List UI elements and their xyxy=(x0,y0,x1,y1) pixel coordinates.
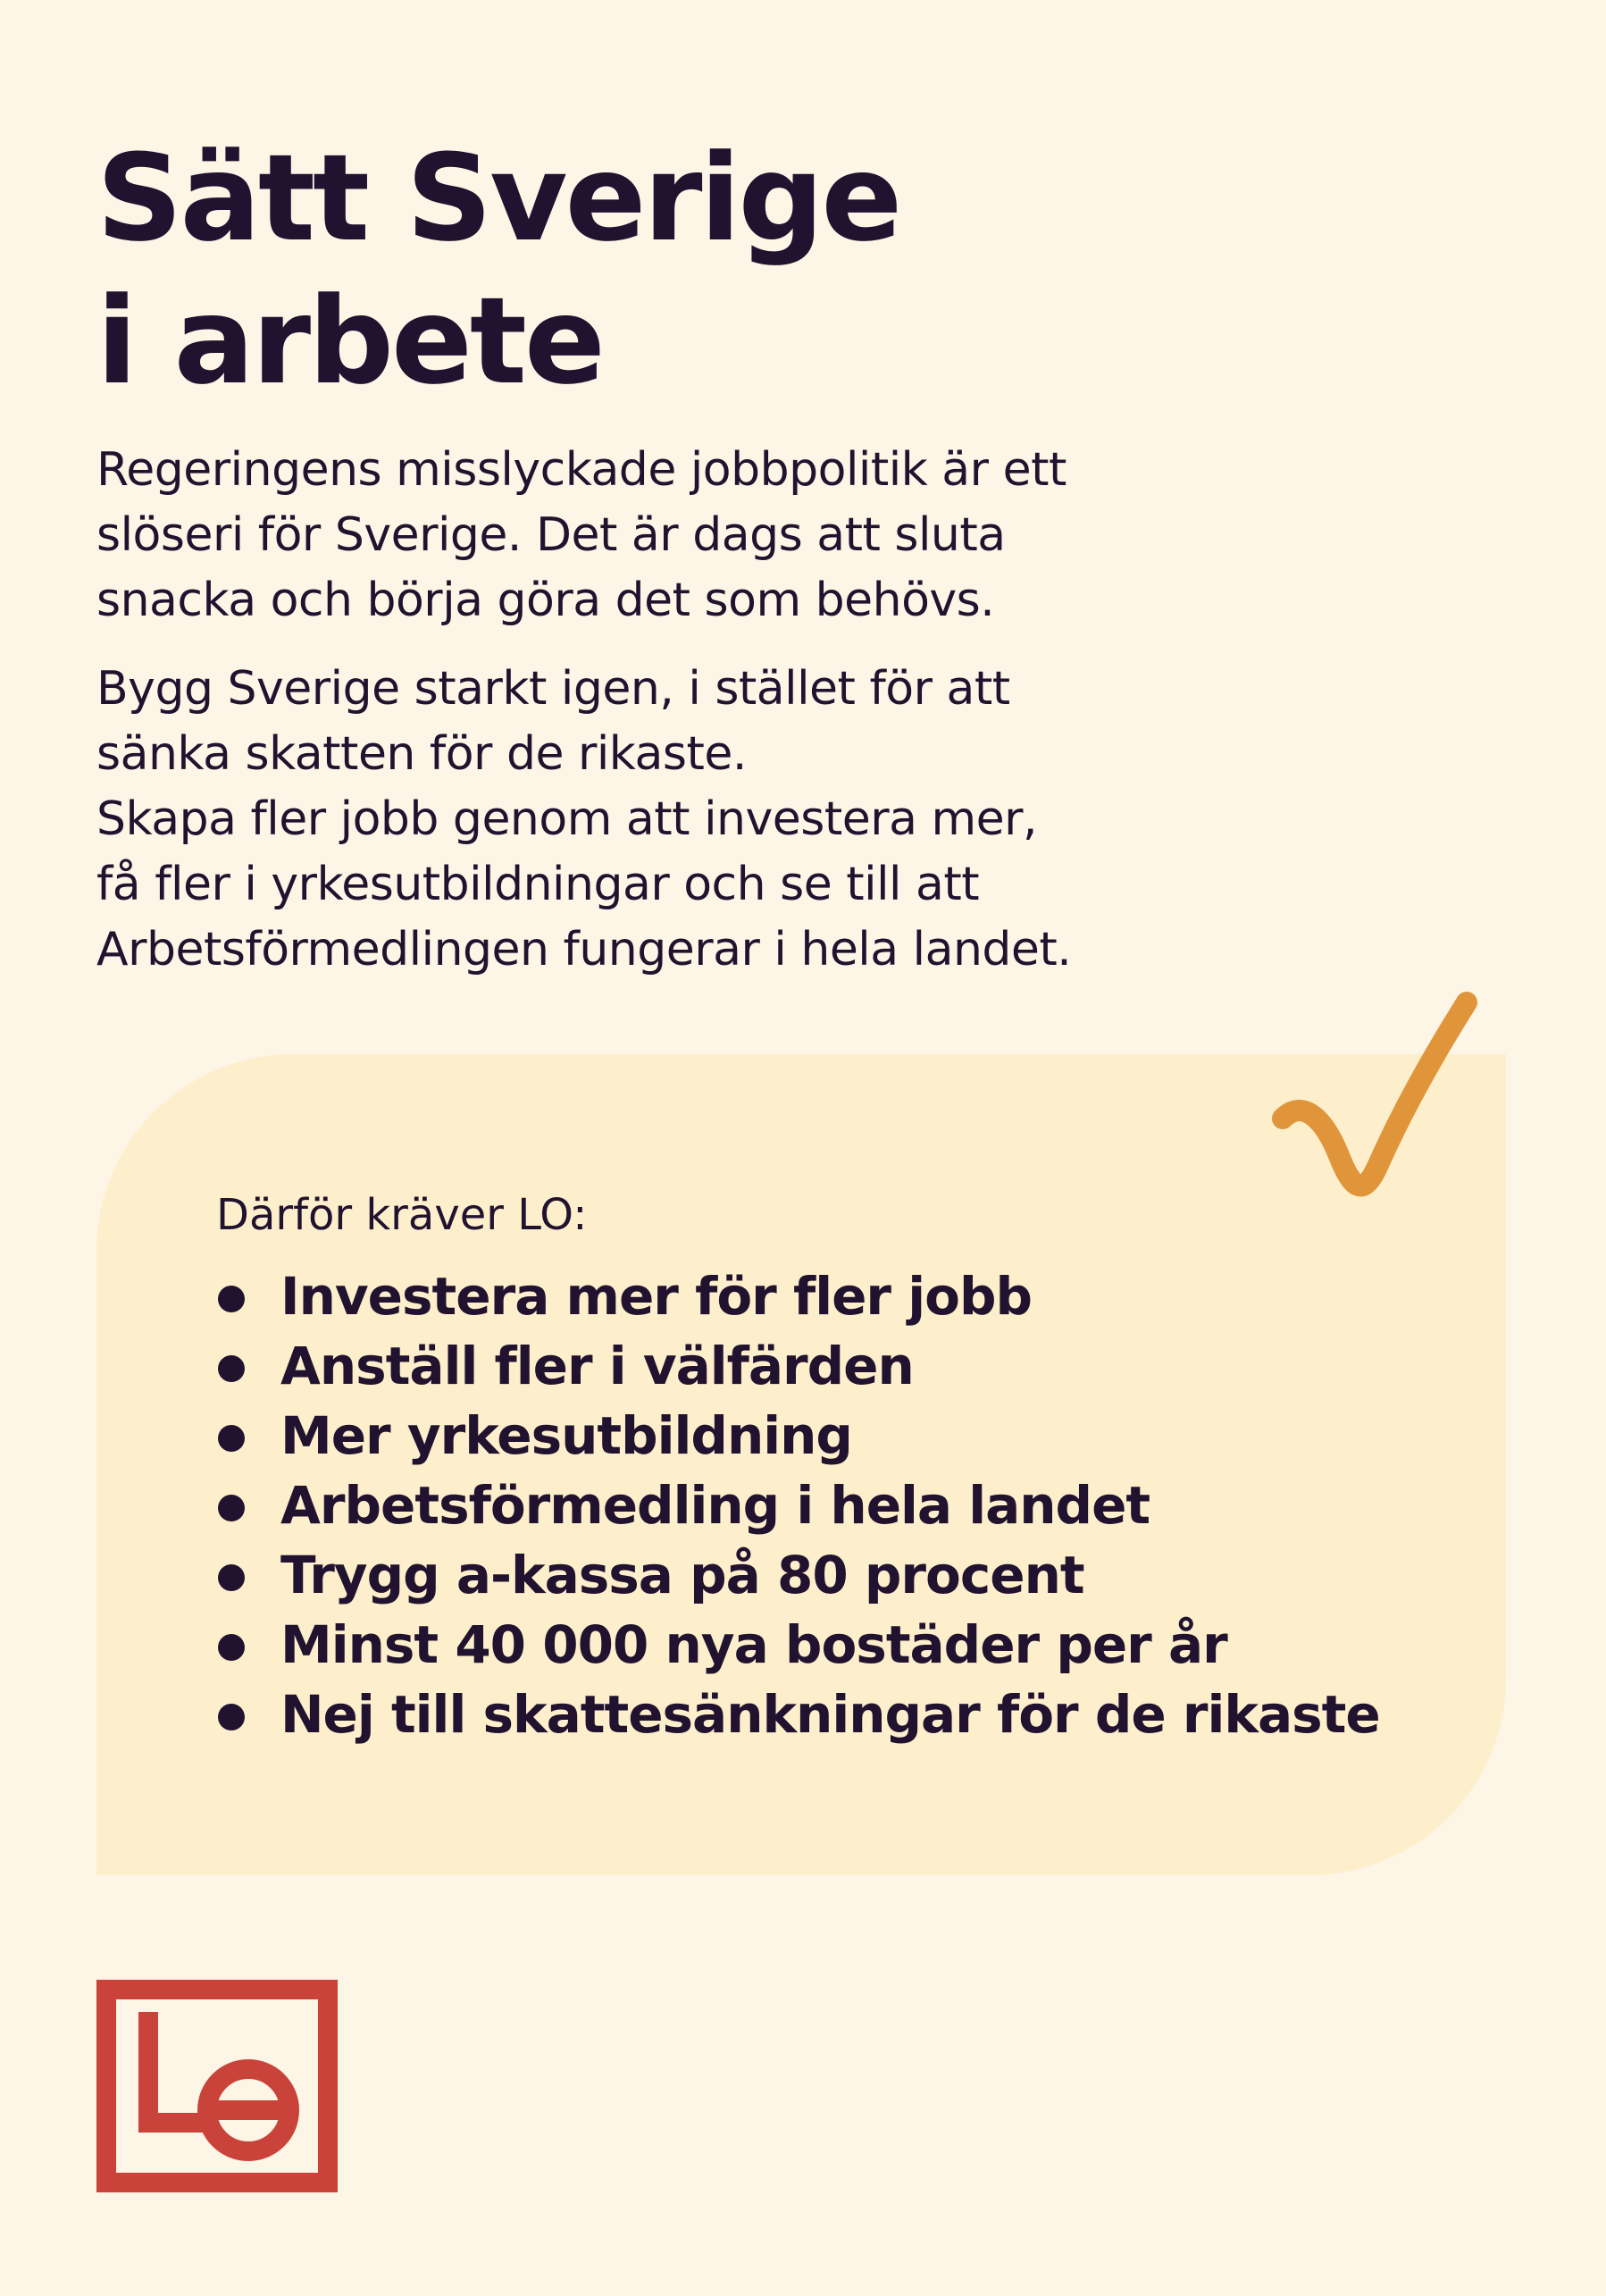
title-line-2: i arbete xyxy=(96,272,603,411)
bullet-icon xyxy=(218,1286,245,1312)
intro-line: Arbetsförmedlingen fungerar i hela landet. xyxy=(96,923,1072,976)
list-item xyxy=(216,1331,1380,1401)
intro-line: Regeringens misslyckade jobbpolitik är ett xyxy=(96,443,1066,497)
list-item xyxy=(216,1401,1380,1471)
list-item-text: Nej till skattesänkningar för de rikaste xyxy=(280,1684,1380,1745)
intro-line: få fler i yrkesutbildningar och se till att xyxy=(96,858,980,911)
intro-line: Skapa fler jobb genom att investera mer, xyxy=(96,792,1038,846)
list-item-text: Anställ fler i välfärden xyxy=(280,1336,914,1396)
bullet-icon xyxy=(218,1425,245,1452)
intro-line: sänka skatten för de rikaste. xyxy=(96,727,747,781)
list-item xyxy=(216,1610,1380,1680)
list-item xyxy=(216,1261,1380,1331)
bullet-icon xyxy=(218,1495,245,1521)
bullet-icon xyxy=(218,1355,245,1382)
intro-line: Bygg Sverige starkt igen, i stället för att xyxy=(96,662,1010,716)
list-item-text: Mer yrkesutbildning xyxy=(280,1405,852,1466)
bullet-icon xyxy=(218,1634,245,1661)
list-item-text: Minst 40 000 nya bostäder per år xyxy=(280,1614,1227,1675)
bullet-icon xyxy=(218,1564,245,1591)
list-item xyxy=(216,1471,1380,1540)
intro-paragraph-2 xyxy=(96,657,1347,983)
intro-paragraph-1 xyxy=(96,438,1347,633)
demands-heading: Därför kräver LO: xyxy=(216,1190,588,1240)
page-title xyxy=(96,127,899,413)
lo-logo xyxy=(96,1980,338,2192)
demands-list xyxy=(216,1261,1380,1749)
list-item-text: Investera mer för fler jobb xyxy=(280,1266,1032,1327)
intro-line: snacka och börja göra det som behövs. xyxy=(96,574,995,627)
checkmark-icon xyxy=(1265,983,1479,1215)
list-item-text: Trygg a-kassa på 80 procent xyxy=(280,1545,1084,1605)
list-item xyxy=(216,1540,1380,1610)
intro-text xyxy=(96,438,1347,983)
list-item xyxy=(216,1680,1380,1749)
list-item-text: Arbetsförmedling i hela landet xyxy=(280,1475,1150,1536)
intro-line: slöseri för Sverige. Det är dags att sluta xyxy=(96,508,1006,562)
bullet-icon xyxy=(218,1704,245,1730)
title-line-1: Sätt Sverige xyxy=(96,129,900,268)
